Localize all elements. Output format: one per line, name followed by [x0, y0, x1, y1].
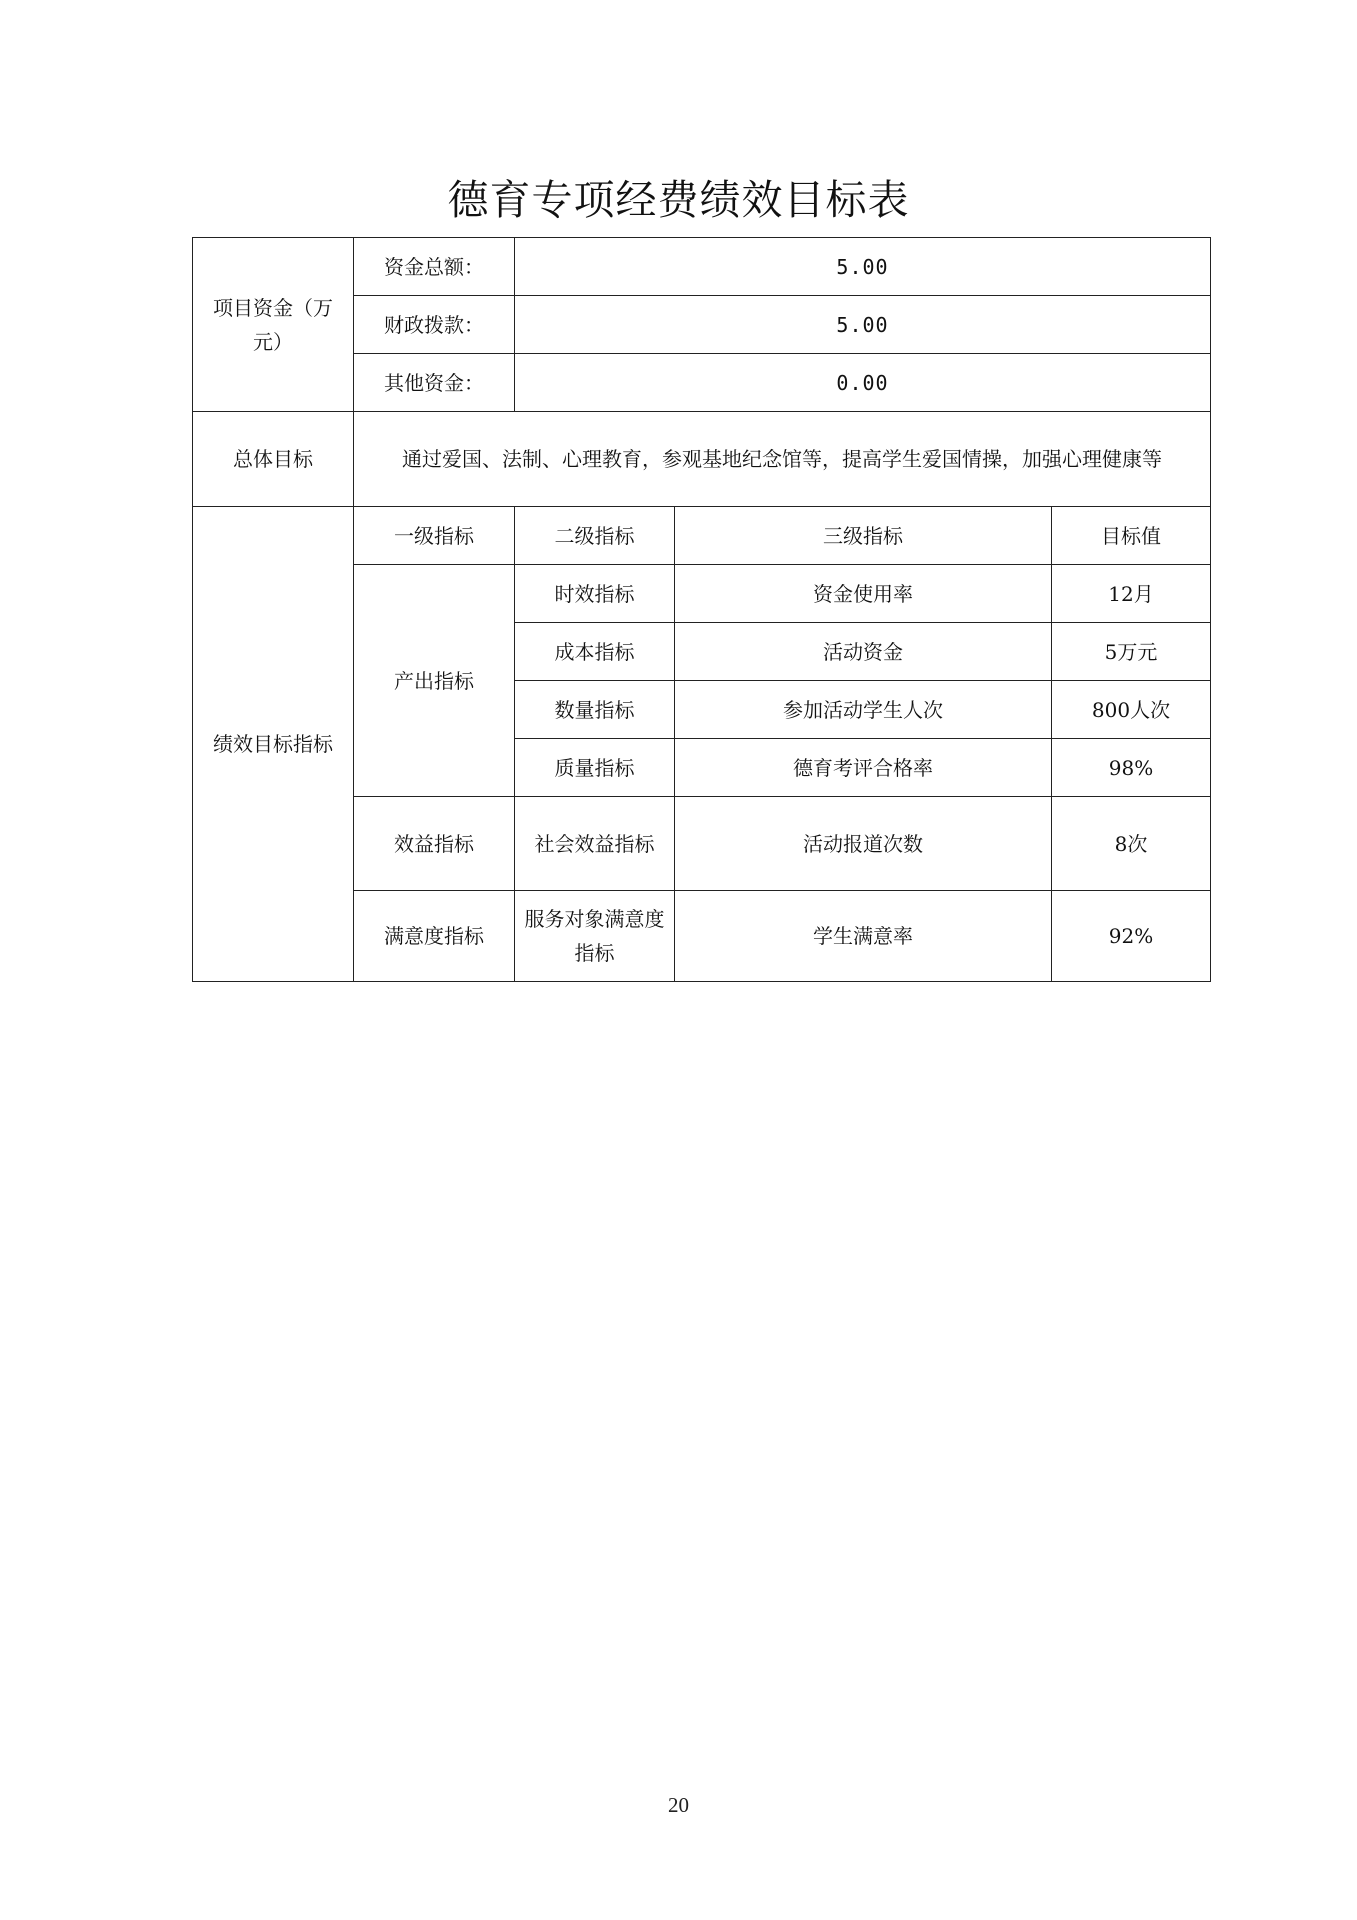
overall-goal-label: 总体目标: [193, 412, 354, 507]
table-row: [193, 507, 1211, 565]
output-indicator-label: 产出指标: [354, 565, 515, 797]
benefit-level3: 活动报道次数: [675, 797, 1052, 891]
satisfaction-level3: 学生满意率: [675, 891, 1052, 982]
page-title: 德育专项经费绩效目标表: [447, 176, 910, 224]
output-target: 5万元: [1052, 623, 1211, 681]
satisfaction-indicator-label: 满意度指标: [354, 891, 515, 982]
table-row: [193, 412, 1211, 507]
page-number: 20: [668, 1793, 689, 1817]
header-target: 目标值: [1052, 507, 1211, 565]
funding-other-value: 0.00: [515, 354, 1211, 412]
table-row: [193, 238, 1211, 296]
funding-fiscal-value: 5.00: [515, 296, 1211, 354]
header-level1: 一级指标: [354, 507, 515, 565]
output-level2: 数量指标: [515, 681, 675, 739]
indicators-group-label: 绩效目标指标: [193, 507, 354, 982]
output-level2: 时效指标: [515, 565, 675, 623]
funding-total-label: 资金总额：: [354, 238, 515, 296]
output-level3: 资金使用率: [675, 565, 1052, 623]
satisfaction-target: 92%: [1052, 891, 1211, 982]
funding-other-label: 其他资金：: [354, 354, 515, 412]
benefit-indicator-label: 效益指标: [354, 797, 515, 891]
overall-goal-text: 通过爱国、法制、心理教育，参观基地纪念馆等，提高学生爱国情操，加强心理健康等: [354, 412, 1211, 507]
header-level3: 三级指标: [675, 507, 1052, 565]
output-level2: 成本指标: [515, 623, 675, 681]
benefit-level2: 社会效益指标: [515, 797, 675, 891]
benefit-target: 8次: [1052, 797, 1211, 891]
output-target: 98%: [1052, 739, 1211, 797]
output-level3: 德育考评合格率: [675, 739, 1052, 797]
output-level3: 参加活动学生人次: [675, 681, 1052, 739]
performance-target-table: [192, 237, 1211, 982]
output-target: 800人次: [1052, 681, 1211, 739]
output-level2: 质量指标: [515, 739, 675, 797]
output-target: 12月: [1052, 565, 1211, 623]
funding-fiscal-label: 财政拨款：: [354, 296, 515, 354]
funding-total-value: 5.00: [515, 238, 1211, 296]
funding-group-label: 项目资金（万元）: [193, 238, 354, 412]
satisfaction-level2: 服务对象满意度指标: [515, 891, 675, 982]
header-level2: 二级指标: [515, 507, 675, 565]
output-level3: 活动资金: [675, 623, 1052, 681]
